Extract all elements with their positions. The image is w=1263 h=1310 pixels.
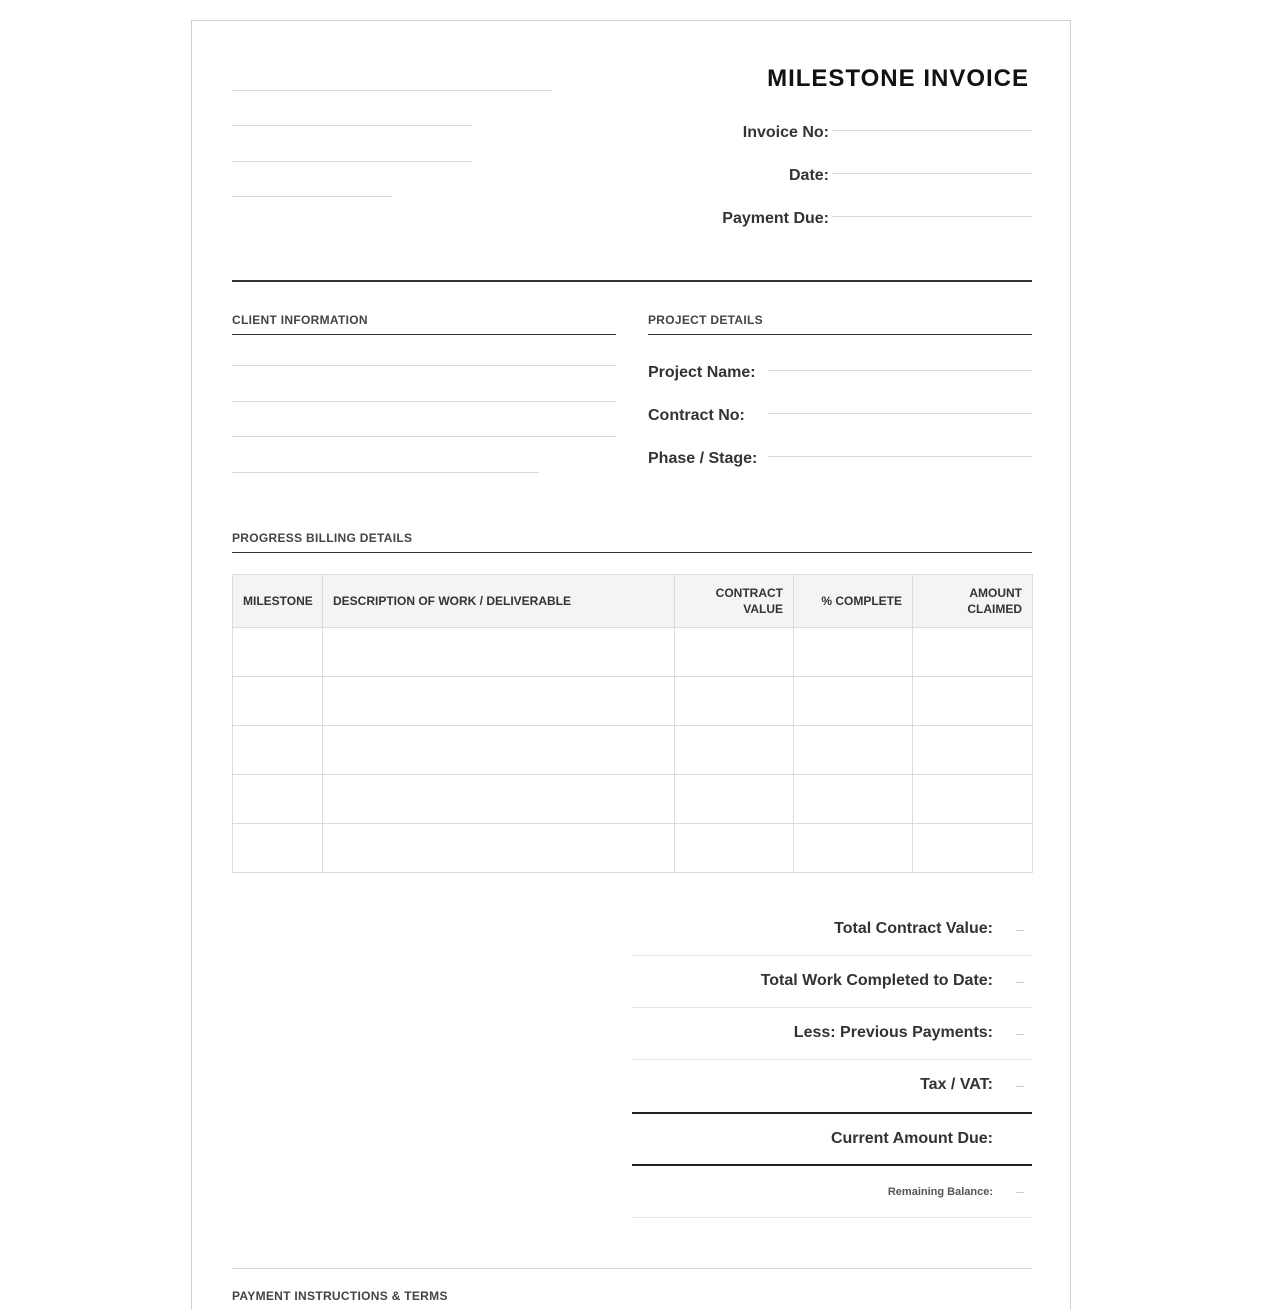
footer-divider: [232, 1268, 1032, 1269]
milestone-cell[interactable]: [233, 628, 323, 677]
work-completed-field[interactable]: [1016, 982, 1024, 983]
amount-claimed-cell[interactable]: [913, 628, 1033, 677]
remaining-balance-label: Remaining Balance:: [887, 1186, 993, 1198]
col-description: DESCRIPTION OF WORK / DELIVERABLE: [323, 575, 675, 628]
payment-terms-heading: PAYMENT INSTRUCTIONS & TERMS: [232, 1289, 448, 1303]
table-row: [233, 628, 1033, 677]
company-address-line-1[interactable]: [232, 125, 472, 126]
total-contract-value-label: Total Contract Value:: [834, 920, 993, 937]
project-name-label: Project Name:: [648, 364, 756, 381]
percent-complete-cell[interactable]: [794, 775, 913, 824]
description-cell[interactable]: [323, 726, 675, 775]
tax-field[interactable]: [1016, 1086, 1024, 1087]
previous-payments-row: [632, 1008, 1032, 1060]
contract-number-field[interactable]: [768, 413, 1032, 414]
work-completed-label: Total Work Completed to Date:: [760, 972, 993, 989]
current-due-label: Current Amount Due:: [830, 1130, 993, 1147]
previous-payments-field[interactable]: [1016, 1034, 1024, 1035]
project-details-heading: PROJECT DETAILS: [648, 313, 1032, 335]
invoice-date-label: Date:: [788, 167, 829, 184]
percent-complete-cell[interactable]: [794, 677, 913, 726]
invoice-number-field[interactable]: [832, 130, 1032, 131]
tax-label: Tax / VAT:: [920, 1076, 993, 1093]
percent-complete-cell[interactable]: [794, 824, 913, 873]
company-name-line[interactable]: [232, 90, 552, 91]
col-percent-complete: % COMPLETE: [794, 575, 913, 628]
total-contract-value-field[interactable]: [1016, 930, 1024, 931]
contract-value-cell[interactable]: [675, 726, 794, 775]
table-row: [233, 824, 1033, 873]
invoice-page: [191, 20, 1071, 1310]
client-line-4[interactable]: [232, 472, 539, 473]
description-cell[interactable]: [323, 677, 675, 726]
milestone-cell[interactable]: [233, 726, 323, 775]
percent-complete-cell[interactable]: [794, 726, 913, 775]
amount-claimed-cell[interactable]: [913, 677, 1033, 726]
payment-due-field[interactable]: [832, 216, 1032, 217]
col-milestone: MILESTONE: [233, 575, 323, 628]
project-name-field[interactable]: [768, 370, 1032, 371]
milestone-cell[interactable]: [233, 824, 323, 873]
tax-row: [632, 1060, 1032, 1112]
amount-claimed-cell[interactable]: [913, 775, 1033, 824]
description-cell[interactable]: [323, 775, 675, 824]
billing-header-row: [233, 575, 1033, 628]
table-row: [233, 677, 1033, 726]
header-divider: [232, 280, 1032, 282]
milestone-cell[interactable]: [233, 775, 323, 824]
contract-number-label: Contract No:: [648, 407, 745, 424]
company-contact-line[interactable]: [232, 196, 392, 197]
total-contract-value-row: [632, 904, 1032, 956]
remaining-balance-row: [632, 1166, 1032, 1218]
invoice-title: MILESTONE INVOICE: [767, 65, 1029, 92]
col-amount-claimed: AMOUNT CLAIMED: [913, 575, 1033, 628]
work-completed-row: [632, 956, 1032, 1008]
phase-stage-field[interactable]: [768, 456, 1032, 457]
previous-payments-label: Less: Previous Payments:: [793, 1024, 993, 1041]
invoice-number-label: Invoice No:: [742, 124, 829, 141]
amount-claimed-cell[interactable]: [913, 726, 1033, 775]
payment-due-label: Payment Due:: [722, 210, 829, 227]
client-line-3[interactable]: [232, 436, 616, 437]
billing-table: [232, 574, 1033, 873]
contract-value-cell[interactable]: [675, 775, 794, 824]
table-row: [233, 775, 1033, 824]
contract-value-cell[interactable]: [675, 677, 794, 726]
current-due-row: [632, 1112, 1032, 1166]
percent-complete-cell[interactable]: [794, 628, 913, 677]
description-cell[interactable]: [323, 824, 675, 873]
client-info-heading: CLIENT INFORMATION: [232, 313, 616, 335]
invoice-date-field[interactable]: [832, 173, 1032, 174]
col-contract-value: CONTRACT VALUE: [675, 575, 794, 628]
phase-stage-label: Phase / Stage:: [648, 450, 758, 467]
contract-value-cell[interactable]: [675, 628, 794, 677]
client-line-2[interactable]: [232, 401, 616, 402]
client-line-1[interactable]: [232, 365, 616, 366]
table-row: [233, 726, 1033, 775]
amount-claimed-cell[interactable]: [913, 824, 1033, 873]
contract-value-cell[interactable]: [675, 824, 794, 873]
description-cell[interactable]: [323, 628, 675, 677]
milestone-cell[interactable]: [233, 677, 323, 726]
billing-heading: PROGRESS BILLING DETAILS: [232, 531, 1032, 553]
remaining-balance-field[interactable]: [1016, 1192, 1024, 1193]
company-address-line-2[interactable]: [232, 161, 472, 162]
